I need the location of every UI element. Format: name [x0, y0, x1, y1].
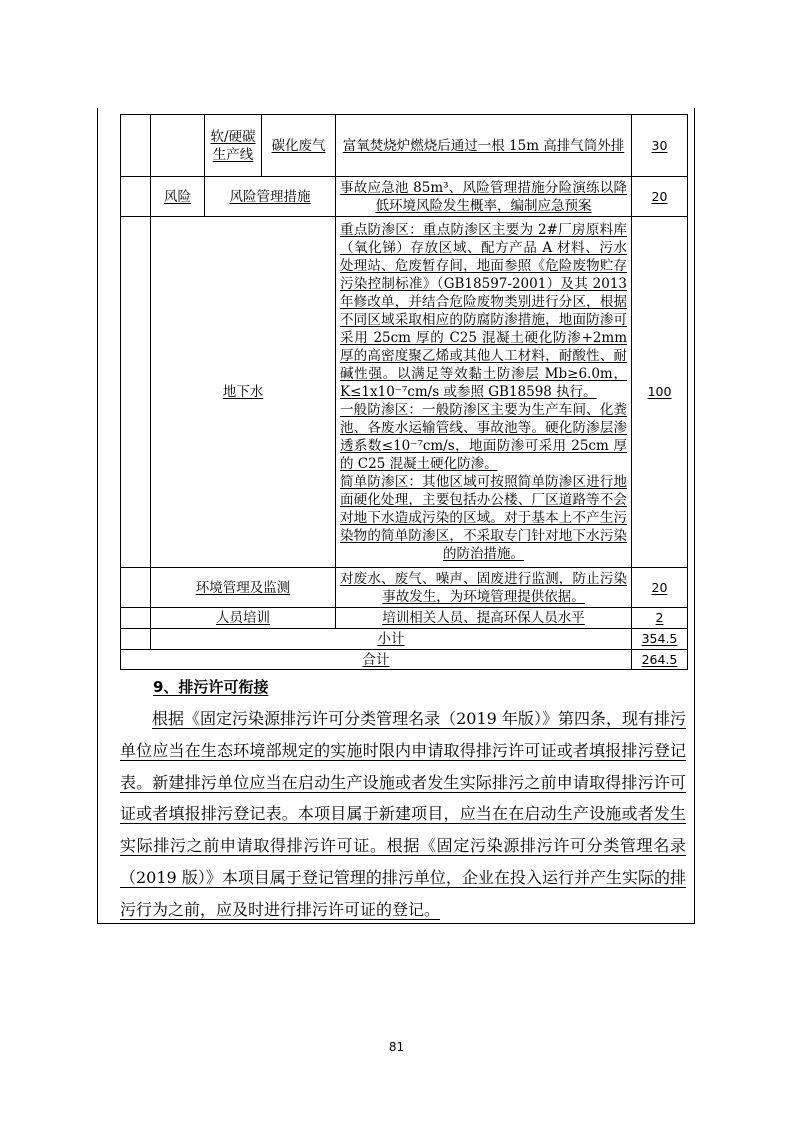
category-cell: 环境管理及监测	[151, 568, 336, 608]
section-body	[120, 703, 686, 926]
amount-cell: 20	[632, 177, 688, 217]
table-cell-blank	[121, 568, 151, 608]
total-label: 合计	[121, 650, 632, 670]
table-row	[121, 568, 688, 608]
measure-cell	[336, 568, 632, 608]
total-amount: 264.5	[632, 650, 688, 670]
pollutant-cell: 碳化废气	[262, 115, 336, 177]
table-row	[121, 217, 688, 568]
page-number: 81	[388, 1040, 405, 1054]
simple-zone-text: 简单防渗区：其他区域可按照简单防渗区进行地面硬化处理，主要包括办公楼、厂区道路等不会对地下水造成污染的区域。对于基本上不产生污染物的简单防渗区，不采取专门针对地下水污染的防治措施。	[340, 474, 627, 562]
table-cell-blank	[121, 629, 151, 650]
amount-cell: 2	[632, 608, 688, 629]
item-cell: 风险管理措施	[205, 177, 336, 217]
investment-table	[120, 114, 688, 670]
amount-cell: 100	[632, 217, 688, 568]
category-cell: 人员培训	[151, 608, 336, 629]
general-zone-text: 一般防渗区：一般防渗区主要为生产车间、化粪池、各废水运输管线、事故池等。硬化防渗层渗透系数≤10⁻⁷cm/s，地面防渗可采用 25cm 厚的 C25 混凝土硬化防渗。	[340, 402, 627, 472]
table-row	[121, 650, 688, 670]
table-row	[121, 115, 688, 177]
measure-text: 富氧焚烧炉燃烧后通过一根 15m 高排气筒外排	[342, 137, 625, 154]
measure-cell: 培训相关人员、提高环保人员水平	[336, 608, 632, 629]
key-zone-text: 重点防渗区：重点防渗区主要为 2#厂房原料库（氧化锑）存放区域、配方产品 A 材料、污水处理站、危废暂存间，地面参照《危险废物贮存污染控制标准》（GB18597-2001）及其 2013 年修改单，并结合危险废物类别进行分区，根据不同区域采取相应的防腐防渗措施，地面防渗可采用 25cm 厚的 C25 混凝土硬化防渗+2mm 厚的高密度聚乙烯或其他人工材料，耐酸性、耐碱性强。以满足等效黏土防渗层 Mb≥6.0m，K≤1x10⁻⁷cm/s 或参照 GB18598 执行。	[340, 222, 627, 400]
table-row	[121, 177, 688, 217]
measure-cell	[336, 217, 632, 568]
table-cell-blank	[151, 115, 205, 177]
table-cell-blank	[121, 608, 151, 629]
amount-cell: 20	[632, 568, 688, 608]
section-heading: 9、排污许可衔接	[153, 678, 269, 696]
table-cell-blank	[121, 115, 151, 177]
measure-cell	[336, 177, 632, 217]
table-cell-blank	[121, 217, 151, 568]
subtotal-label: 小计	[151, 629, 632, 650]
category-cell: 软/硬碳生产线	[205, 115, 262, 177]
measure-cell	[336, 115, 632, 177]
table-row	[121, 608, 688, 629]
table-cell-blank	[121, 177, 151, 217]
subtotal-amount: 354.5	[632, 629, 688, 650]
amount-cell: 30	[632, 115, 688, 177]
category-cell: 地下水	[151, 217, 336, 568]
measure-text: 对废水、废气、噪声、固废进行监测，防止污染事故发生，为环境管理提供依据。	[340, 570, 627, 605]
paragraph: 根据《固定污染源排污许可分类管理名录（2019 年版）》第四条，现有排污单位应当在生态环境部规定的实施时限内申请取得排污许可证或者填报排污登记表。新建排污单位应当在启动生产设施或者发生实际排污之前申请取得排污许可证或者填报排污登记表。本项目属于新建项目，应当在在启动生产设施或者发生实际排污之前申请取得排污许可证。根据《固定污染源排污许可分类管理名录（2019 版）》本项目属于登记管理的排污单位，企业在投入运行并产生实际的排污行为之前，应及时进行排污许可证的登记。	[120, 709, 686, 919]
category-cell: 风险	[151, 177, 205, 217]
measure-text: 事故应急池 85m³、风险管理措施分险演练以降低环境风险发生概率，编制应急预案	[340, 179, 627, 214]
table-row	[121, 629, 688, 650]
